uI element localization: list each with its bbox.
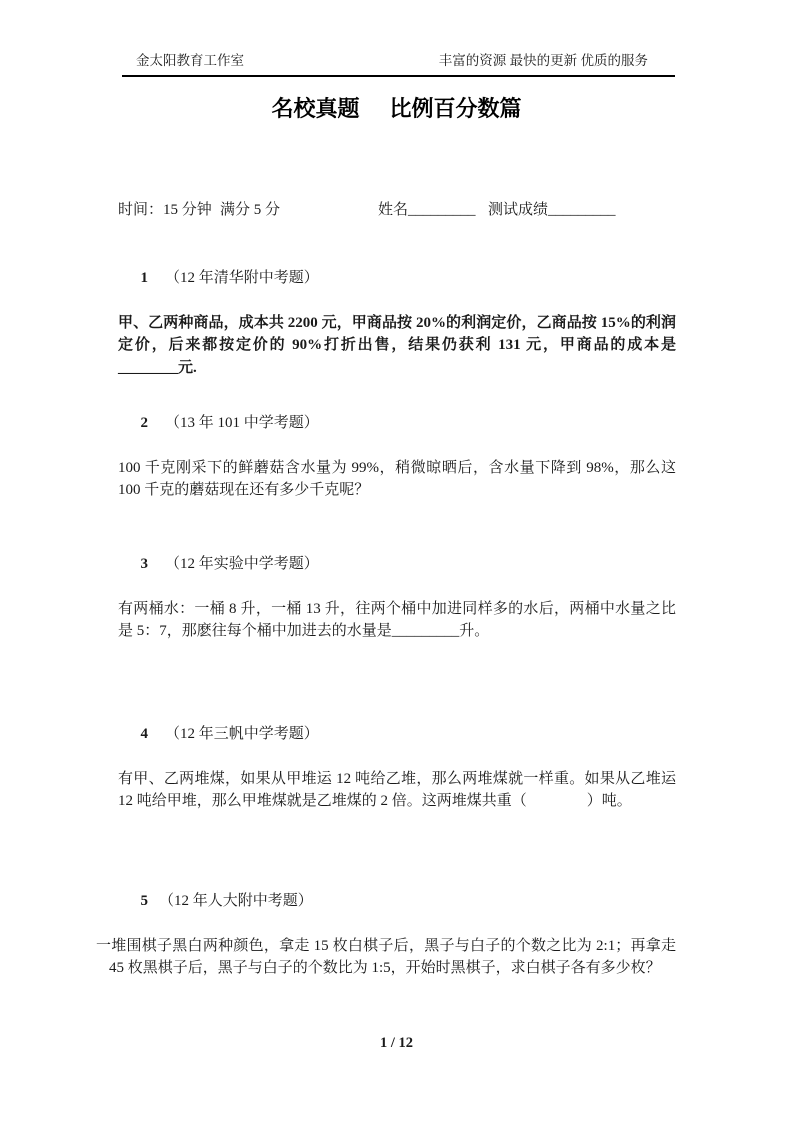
problem-3 xyxy=(118,530,676,643)
problem-4 xyxy=(118,700,676,813)
page-number: 1 / 12 xyxy=(379,1035,414,1051)
problem-5-heading xyxy=(118,867,676,935)
full-score-label: 满分 5 分 xyxy=(220,202,281,218)
problem-4-heading xyxy=(118,700,676,768)
header-studio-name: 金太阳教育工作室 xyxy=(136,53,244,68)
title-topic: 比例百分数篇 xyxy=(389,96,522,121)
problem-1-text: 甲、乙两种商品，成本共 2200 元，甲商品按 20%的利润定价，乙商品按 15%的利润定价，后来都按定价的 90%打折出售，结果仍获利 131 元，甲商品的成本是________元. xyxy=(118,314,676,376)
problem-2-source: （13 年 101 中学考题） xyxy=(165,414,319,431)
problem-1 xyxy=(118,244,676,379)
problem-3-source: （12 年实验中学考题） xyxy=(165,555,319,572)
problem-3-text: 有两桶水：一桶 8 升，一桶 13 升，往两个桶中加进同样多的水后，两桶中水量之比是 5：7，那麽往每个桶中加进去的水量是_________升。 xyxy=(118,600,676,639)
problem-5-number: 5 xyxy=(140,892,148,909)
meta-row xyxy=(118,199,678,223)
page-title xyxy=(0,94,793,124)
problem-4-source: （12 年三帆中学考题） xyxy=(165,725,319,742)
problem-1-number: 1 xyxy=(140,269,148,286)
problem-1-heading xyxy=(118,244,676,312)
page-header xyxy=(122,52,675,77)
problem-3-heading xyxy=(118,530,676,598)
problem-2 xyxy=(118,389,676,502)
problem-3-number: 3 xyxy=(140,555,148,572)
test-result-blank-field: 测试成绩_________ xyxy=(488,202,616,218)
time-limit-label: 时间：15 分钟 xyxy=(118,202,212,218)
problem-4-number: 4 xyxy=(140,725,148,742)
problem-5 xyxy=(96,867,676,980)
problem-2-number: 2 xyxy=(140,414,148,431)
problem-5-source: （12 年人大附中考题） xyxy=(159,892,313,909)
problem-4-text: 有甲、乙两堆煤，如果从甲堆运 12 吨给乙堆，那么两堆煤就一样重。如果从乙堆运 12 吨给甲堆，那么甲堆煤就是乙堆煤的 2 倍。这两堆煤共重（ ）吨。 xyxy=(118,770,676,809)
problem-1-source: （12 年清华附中考题） xyxy=(165,269,319,286)
name-blank-field: 姓名_________ xyxy=(378,202,476,218)
header-slogan: 丰富的资源 最快的更新 优质的服务 xyxy=(438,53,648,68)
problem-5-text: 一堆围棋子黑白两种颜色，拿走 15 枚白棋子后，黑子与白子的个数之比为 2:1；再拿走 45 枚黑棋子后，黑子与白子的个数比为 1:5，开始时黑棋子，求白棋子各有多少枚？ xyxy=(96,937,676,976)
problem-2-heading xyxy=(118,389,676,457)
title-series: 名校真题 xyxy=(271,96,360,121)
problem-2-text: 100 千克刚采下的鲜蘑菇含水量为 99%，稍微晾晒后，含水量下降到 98%，那么这 100 千克的蘑菇现在还有多少千克呢？ xyxy=(118,459,676,498)
